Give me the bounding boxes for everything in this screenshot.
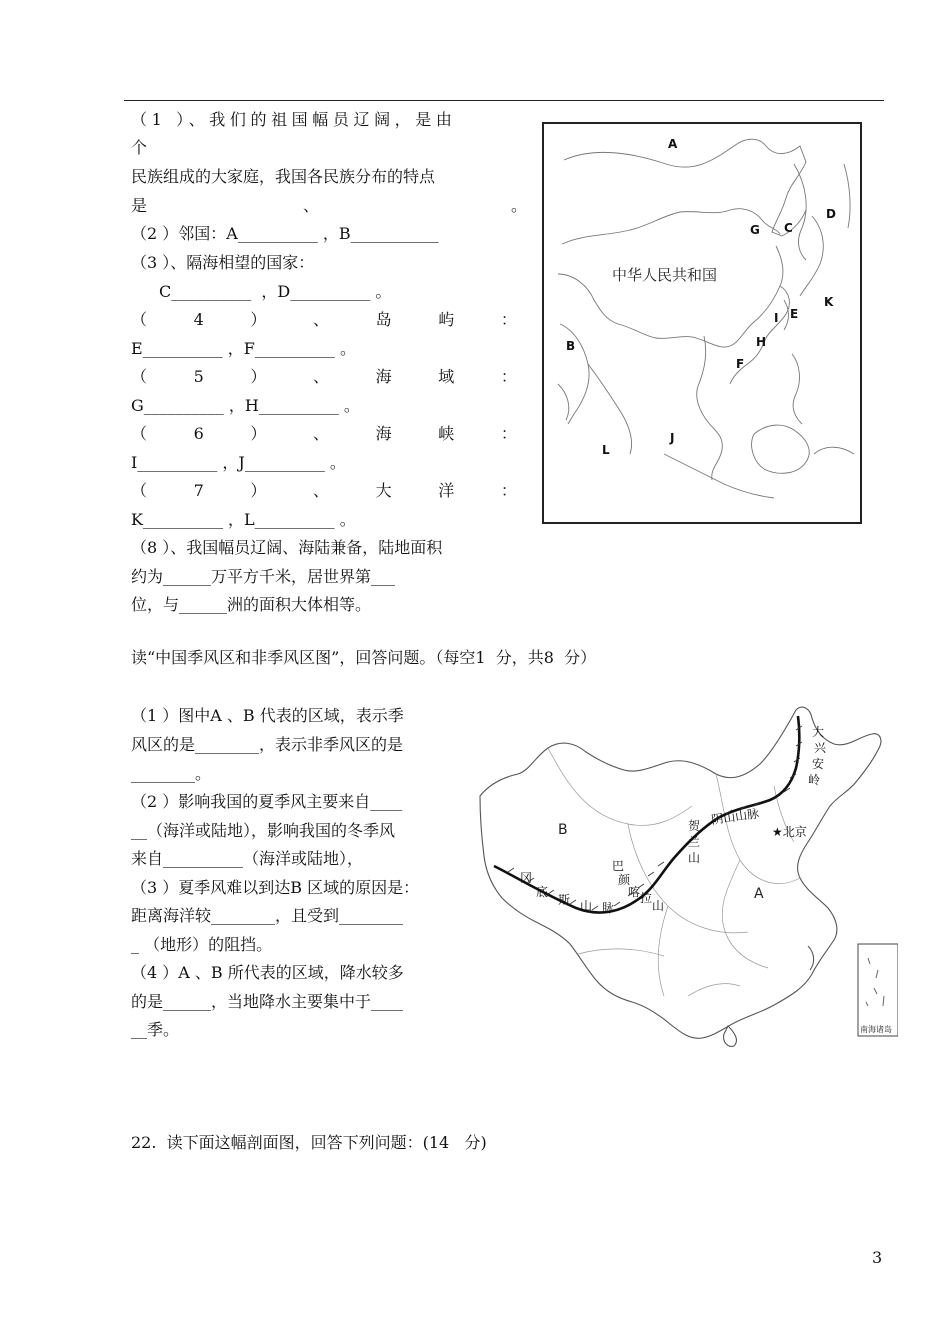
- monsoon-q2-a: （2 ）影响我国的夏季风主要来自____: [131, 792, 403, 811]
- q21-p5-h6: ：: [500, 367, 517, 386]
- q21-p6-h2: ）: [250, 424, 267, 443]
- monsoon-intro: 读“中国季风区和非季风区图”，回答问题。（每空1 分，共8 分）: [131, 648, 597, 667]
- monsoon-q4-a: （4 ）A 、B 所代表的区域，降水较多: [131, 963, 404, 982]
- province-border-3: [658, 906, 668, 996]
- q21-p1-line: [131, 110, 523, 130]
- q21-p7-h6: ：: [500, 481, 517, 500]
- map1-label-b: B: [566, 339, 576, 353]
- q21-p5-h1: 5: [193, 367, 204, 386]
- q21-p4-h2: ）: [250, 310, 267, 329]
- q21-p2: （2 ）邻国：A__________ ，B___________: [131, 224, 439, 243]
- q21-p4-ans: E__________ ，F__________ 。: [131, 339, 356, 358]
- map1-label-k: K: [824, 295, 834, 309]
- page-number: 3: [872, 1248, 883, 1267]
- monsoon-q4-c: __季。: [131, 1020, 180, 1039]
- map2-gangdise-2: 斯: [558, 893, 571, 907]
- monsoon-q2-b: __（海洋或陆地），影响我国的冬季风: [131, 821, 396, 840]
- map1-label-e: E: [790, 307, 799, 321]
- india-east-line: [588, 364, 632, 454]
- map2-gangdise-1: 底: [536, 885, 549, 899]
- q21-p4-h1: 4: [193, 310, 204, 329]
- q21-p7-h5: 洋: [438, 481, 455, 500]
- monsoon-q3-b: 距离海洋较________，且受到________: [131, 906, 404, 925]
- province-border-8: [688, 984, 740, 996]
- q21-p1-d3: 。: [511, 196, 528, 215]
- q21-p6-h4: 海: [375, 424, 392, 443]
- japan-line: [800, 216, 823, 296]
- q21-p3-b: C__________ ，D__________ 。: [159, 282, 392, 301]
- map2-yinshan: 阴山山脉: [710, 806, 760, 827]
- q21-p6-h3: 、: [313, 424, 330, 443]
- china-monsoon-map-svg: [478, 696, 898, 1048]
- q21-p4-head: [131, 310, 517, 330]
- q21-p5-h4: 海: [375, 367, 392, 386]
- q21-p8-a: （8 ）、我国幅员辽阔、海陆兼备，陆地面积: [131, 538, 443, 557]
- q21-p1-c: 民族组成的大家庭，我国各民族分布的特点: [131, 167, 436, 186]
- q21-p7-h1: 7: [193, 481, 204, 500]
- map2-dxa-0: 大: [812, 725, 825, 739]
- monsoon-q3-a: （3 ）夏季风难以到达B 区域的原因是：: [131, 878, 420, 897]
- province-border-7: [578, 949, 664, 956]
- q21-p4-h0: （: [131, 310, 148, 329]
- q21-p7-h4: 大: [375, 481, 392, 500]
- q21-p6-h6: ：: [500, 424, 517, 443]
- map1-label-g: G: [750, 223, 760, 237]
- indochina-line: [697, 336, 723, 480]
- sumatra-java-line: [664, 454, 774, 498]
- map2-dxa-2: 安: [812, 757, 825, 771]
- taiwan-line: [784, 300, 789, 330]
- map2-gangdise-3: 山: [580, 899, 593, 913]
- province-border-5: [722, 860, 768, 968]
- new-guinea-line: [814, 447, 854, 454]
- q21-p8-b: 约为______万平方千米，居世界第___: [131, 567, 396, 586]
- map1-label-a: A: [668, 137, 678, 151]
- q21-p1-text: （1 ）、我们的祖国幅员辽阔，是由: [131, 110, 457, 129]
- map2-label-b: B: [558, 822, 568, 838]
- map1-label-f: F: [736, 357, 745, 371]
- china-southwest-border-line: [558, 246, 783, 347]
- q21-p7-h3: 、: [313, 481, 330, 500]
- philippines-line: [792, 354, 802, 424]
- mongolia-border-line: [562, 209, 780, 244]
- arabian-sea-coast-line: [558, 384, 569, 420]
- q21-p5-h0: （: [131, 367, 148, 386]
- q21-p1-b: 个: [131, 138, 148, 157]
- east-asia-map: [542, 122, 862, 524]
- south-sea-inset: [858, 944, 898, 1036]
- map2-bayan-1: 颜: [618, 873, 631, 887]
- map2-dxa-3: 岭: [808, 773, 821, 787]
- kamchatka-line: [844, 164, 850, 228]
- map1-label-h: H: [756, 335, 767, 349]
- map2-bayan-2: 喀: [628, 885, 641, 899]
- map1-label-c: C: [784, 221, 793, 235]
- province-border-1: [548, 748, 692, 825]
- map1-label-i: I: [774, 311, 779, 325]
- map1-label-d: D: [826, 207, 836, 221]
- china-monsoon-map: [478, 696, 898, 1048]
- map2-dxa-1: 兴: [814, 741, 827, 755]
- map1-title: 中华人民共和国: [612, 266, 718, 284]
- north-border-line: [564, 139, 806, 236]
- q21-p6-head: [131, 424, 517, 444]
- taiwan-outline: [808, 946, 814, 970]
- q21-p4-h4: 岛: [375, 310, 392, 329]
- q21-p6-h5: 峡: [438, 424, 455, 443]
- monsoon-q1-c: ________。: [131, 764, 212, 783]
- monsoon-q3-c: _ （地形）的阻挡。: [131, 935, 273, 954]
- hainan-outline: [724, 1026, 737, 1046]
- q21-p4-h6: ：: [500, 310, 517, 329]
- monsoon-q1-b: 风区的是________，表示非季风区的是: [131, 735, 404, 754]
- q22-heading: 22. 读下面这幅剖面图，回答下列问题：(14 分): [131, 1133, 487, 1152]
- q21-p4-h5: 屿: [438, 310, 455, 329]
- q21-p6-ans: I__________ ，J__________ 。: [131, 453, 346, 472]
- q21-p3-a: （3 ）、隔海相望的国家：: [131, 253, 315, 272]
- header-rule: [124, 100, 884, 101]
- monsoon-q1-a: （1 ）图中A 、B 代表的区域，表示季: [131, 706, 404, 725]
- q21-p6-h1: 6: [193, 424, 204, 443]
- q21-p4-h3: 、: [313, 310, 330, 329]
- monsoon-q4-b: 的是______，当地降水主要集中于____: [131, 992, 404, 1011]
- q21-p5-ans: G__________ ，H__________ 。: [131, 396, 360, 415]
- q21-p5-h3: 、: [313, 367, 330, 386]
- borneo-line: [752, 425, 810, 473]
- map2-bayan-0: 巴: [612, 859, 625, 873]
- map1-label-l: L: [602, 443, 610, 457]
- q21-p5-h5: 域: [438, 367, 455, 386]
- map2-bayan-4: 山: [652, 899, 665, 913]
- map2-bayan-3: 拉: [640, 891, 653, 905]
- map2-helan-0: 贺: [688, 819, 701, 833]
- map2-helan-2: 山: [688, 851, 701, 865]
- q21-p8-c: 位，与______洲的面积大体相等。: [131, 595, 372, 614]
- q21-p7-h2: ）: [250, 481, 267, 500]
- map2-helan-1: 兰: [688, 835, 701, 849]
- q21-p5-h2: ）: [250, 367, 267, 386]
- monsoon-q2-c: 来自__________（海洋或陆地），: [131, 849, 364, 868]
- q21-p1-d1: 是: [131, 196, 148, 215]
- map2-gangdise-0: 冈: [520, 871, 533, 885]
- map2-gangdise-4: 脉: [602, 901, 615, 915]
- q21-p6-h0: （: [131, 424, 148, 443]
- map2-label-a: A: [754, 886, 764, 902]
- east-asia-map-svg: [544, 124, 860, 522]
- q21-p7-h0: （: [131, 481, 148, 500]
- q21-p7-head: [131, 481, 517, 501]
- map1-label-j: J: [670, 431, 675, 445]
- inset-label: 南海诸岛: [860, 1025, 892, 1034]
- q21-p1-d2: 、: [303, 196, 320, 215]
- q21-p5-head: [131, 367, 517, 387]
- inset-frame: [858, 944, 898, 1036]
- map2-beijing: ★北京: [772, 825, 807, 839]
- q21-p7-ans: K__________ ，L__________ 。: [131, 510, 356, 529]
